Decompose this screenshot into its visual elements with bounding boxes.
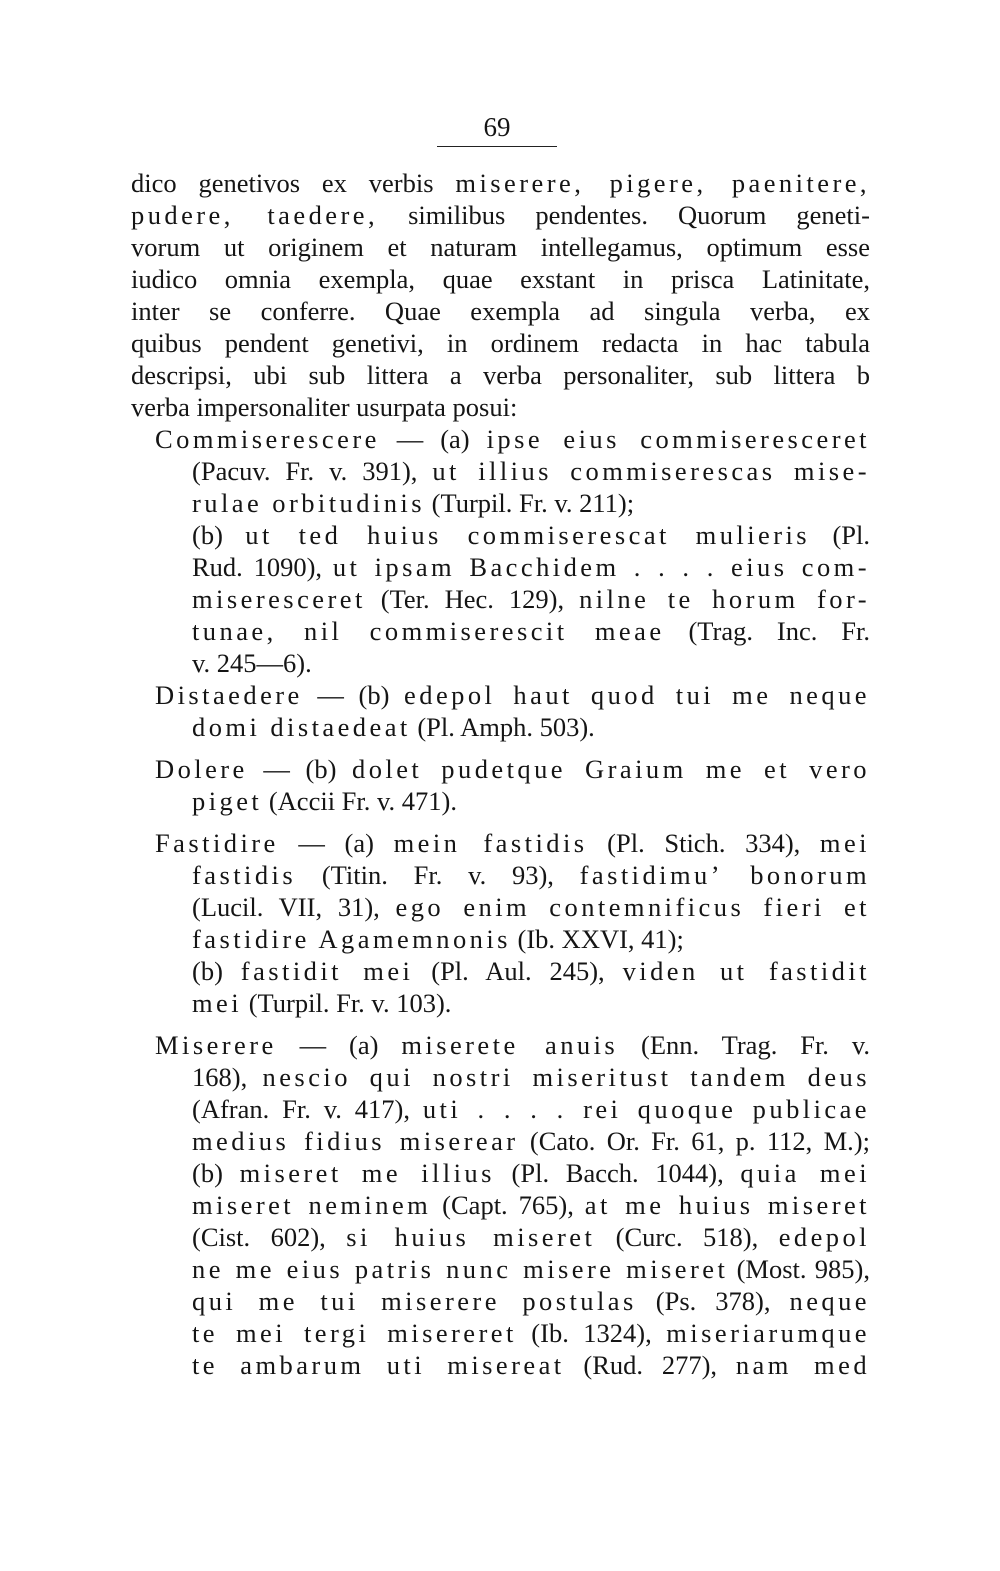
spaced-latin-quotation: domi distaedeat	[192, 712, 411, 742]
spaced-latin-quotation: at me huius miseret	[584, 1190, 870, 1220]
spaced-latin-quotation: ne me eius patris nunc misere miseret	[192, 1254, 729, 1284]
text-segment: (Pl. Stich. 334),	[587, 828, 820, 858]
text-segment: (Capt. 765),	[431, 1190, 585, 1220]
text-segment: (Most. 985),	[728, 1254, 871, 1284]
spaced-latin-quotation: fastidimu’ bonorum	[579, 860, 871, 890]
spaced-latin-quotation: Miserere	[155, 1030, 277, 1060]
text-line	[192, 1256, 870, 1283]
text-segment: (b)	[192, 956, 241, 986]
spaced-latin-quotation: mei	[192, 988, 243, 1018]
spaced-latin-quotation: Fastidire	[155, 828, 279, 858]
spaced-latin-quotation: dolet pudetque Graium me et vero	[352, 754, 870, 784]
text-line	[192, 1288, 870, 1315]
text-segment: (Cist. 602),	[192, 1222, 347, 1252]
text-line	[155, 830, 870, 857]
text-segment: (Pl. Amph. 503).	[410, 712, 595, 742]
spaced-latin-quotation: te ambarum uti misereat	[192, 1350, 565, 1380]
text-line	[192, 618, 870, 645]
text-segment: (Accii Fr. v. 471).	[262, 786, 458, 816]
spaced-latin-quotation: edepol haut quod tui me neque	[404, 680, 870, 710]
spaced-latin-quotation: Dolere	[155, 754, 248, 784]
spaced-latin-quotation: viden ut fastidit	[622, 956, 870, 986]
spaced-latin-quotation: pudere, taedere,	[131, 200, 379, 230]
spaced-latin-quotation: edepol	[778, 1222, 870, 1252]
text-line	[192, 522, 870, 549]
spaced-latin-quotation: mein fastidis	[393, 828, 588, 858]
text-segment: — (a)	[276, 1030, 402, 1060]
spaced-latin-quotation: Commiserescere	[155, 424, 380, 454]
text-segment: vorum ut originem et naturam intellegamus, optimum esse	[131, 232, 870, 262]
text-segment: (Enn. Trag. Fr. v.	[618, 1030, 870, 1060]
text-segment: 168),	[192, 1062, 263, 1092]
spaced-latin-quotation: neque	[789, 1286, 870, 1316]
text-segment: — (b)	[302, 680, 405, 710]
text-line	[155, 682, 870, 709]
spaced-latin-quotation: nilne te horum for-	[579, 584, 870, 614]
text-segment: (Lucil. VII, 31),	[192, 892, 396, 922]
text-line	[192, 714, 595, 741]
text-segment: (Pl. Bacch. 1044),	[494, 1158, 741, 1188]
text-line	[192, 554, 870, 581]
spaced-latin-quotation: uti . . . . rei quoque publicae	[422, 1094, 871, 1124]
text-segment: (Pl. Aul. 245),	[413, 956, 623, 986]
text-segment: — (b)	[247, 754, 353, 784]
text-segment: — (a)	[379, 424, 487, 454]
text-segment: (Afran. Fr. v. 417),	[192, 1094, 423, 1124]
spaced-latin-quotation: mei	[819, 828, 870, 858]
text-segment: verba impersonaliter usurpata posui:	[131, 392, 518, 422]
spaced-latin-quotation: fastidis	[192, 860, 297, 890]
text-line	[131, 202, 870, 229]
text-segment: (Pl.	[810, 520, 871, 550]
text-line	[192, 894, 870, 921]
spaced-latin-quotation: medius fidius miserear	[192, 1126, 519, 1156]
text-segment: — (a)	[278, 828, 394, 858]
text-line	[155, 1032, 870, 1059]
text-segment: inter se conferre. Quae exempla ad singula verba, ex	[131, 296, 870, 326]
spaced-latin-quotation: miseriarumque	[666, 1318, 870, 1348]
spaced-latin-quotation: te mei tergi misereret	[192, 1318, 517, 1348]
text-segment: (Trag. Inc. Fr.	[664, 616, 870, 646]
text-segment: iudico omnia exempla, quae exstant in prisca Latinitate,	[131, 264, 870, 294]
text-line	[192, 1224, 870, 1251]
spaced-latin-quotation: miserere, pigere, paenitere,	[455, 168, 870, 198]
text-line	[131, 234, 870, 261]
text-line	[192, 1064, 870, 1091]
text-segment: (Rud. 277),	[564, 1350, 736, 1380]
text-line	[192, 958, 870, 985]
text-line	[192, 1192, 870, 1219]
text-segment: (b)	[192, 1158, 240, 1188]
text-line	[192, 1160, 870, 1187]
spaced-latin-quotation: ut ipsam Bacchidem . . . . eius com-	[332, 552, 870, 582]
text-line	[155, 756, 870, 783]
text-line	[192, 458, 870, 485]
text-line	[131, 330, 870, 357]
text-line	[192, 788, 457, 815]
text-segment: (Titin. Fr. v. 93),	[296, 860, 580, 890]
text-segment: similibus pendentes. Quorum geneti-	[378, 200, 870, 230]
text-segment: (Pacuv. Fr. v. 391),	[192, 456, 433, 486]
text-line	[192, 1128, 870, 1155]
text-segment: (Ib. 1324),	[516, 1318, 667, 1348]
text-segment: quibus pendent genetivi, in ordinem redacta in hac tabula	[131, 328, 870, 358]
spaced-latin-quotation: ut ted huius commiserescat mulieris	[245, 520, 811, 550]
spaced-latin-quotation: fastidire Agamemnonis	[192, 924, 511, 954]
text-line	[192, 1096, 870, 1123]
spaced-latin-quotation: rulae orbitudinis	[192, 488, 425, 518]
text-segment: (Ps. 378),	[636, 1286, 790, 1316]
spaced-latin-quotation: nescio qui nostri miseritust tandem deus	[262, 1062, 870, 1092]
text-line	[192, 650, 312, 677]
spaced-latin-quotation: ego enim contemnificus fieri et	[395, 892, 870, 922]
text-line	[131, 362, 870, 389]
text-line	[192, 586, 870, 613]
text-segment: dico genetivos ex verbis	[131, 168, 456, 198]
text-segment: descripsi, ubi sub littera a verba personaliter, sub littera b	[131, 360, 870, 390]
spaced-latin-quotation: piget	[192, 786, 263, 816]
text-segment: (b)	[192, 520, 246, 550]
spaced-latin-quotation: nam med	[735, 1350, 871, 1380]
text-line	[192, 990, 451, 1017]
text-line	[192, 1352, 870, 1379]
spaced-latin-quotation: quia mei	[740, 1158, 870, 1188]
text-segment: (Curc. 518),	[595, 1222, 779, 1252]
spaced-latin-quotation: ipse eius commiseresceret	[486, 424, 870, 454]
text-segment: Rud. 1090),	[192, 552, 333, 582]
spaced-latin-quotation: Distaedere	[155, 680, 303, 710]
spaced-latin-quotation: qui me tui miserere postulas	[192, 1286, 637, 1316]
text-line	[192, 1320, 870, 1347]
spaced-latin-quotation: tunae, nil commiserescit meae	[192, 616, 665, 646]
spaced-latin-quotation: miseresceret	[192, 584, 366, 614]
text-line	[131, 298, 870, 325]
text-line	[192, 926, 684, 953]
text-line	[131, 170, 870, 197]
spaced-latin-quotation: miseret neminem	[192, 1190, 432, 1220]
text-segment: (Turpil. Fr. v. 103).	[242, 988, 452, 1018]
text-line	[155, 426, 870, 453]
text-segment: (Ib. XXVI, 41);	[510, 924, 684, 954]
spaced-latin-quotation: miserete anuis	[401, 1030, 619, 1060]
spaced-latin-quotation: fastidit mei	[240, 956, 414, 986]
text-segment: (Turpil. Fr. v. 211);	[425, 488, 635, 518]
text-segment: (Ter. Hec. 129),	[365, 584, 580, 614]
text-line	[131, 266, 870, 293]
text-segment: (Cato. Or. Fr. 61, p. 112, M.);	[518, 1126, 870, 1156]
text-line	[131, 394, 517, 421]
page-number: 69	[437, 112, 557, 147]
text-segment: v. 245—6).	[192, 648, 312, 678]
text-line	[192, 862, 870, 889]
text-line	[192, 490, 634, 517]
spaced-latin-quotation: si huius miseret	[346, 1222, 596, 1252]
spaced-latin-quotation: ut illius commiserescas mise-	[432, 456, 870, 486]
spaced-latin-quotation: miseret me illius	[239, 1158, 495, 1188]
